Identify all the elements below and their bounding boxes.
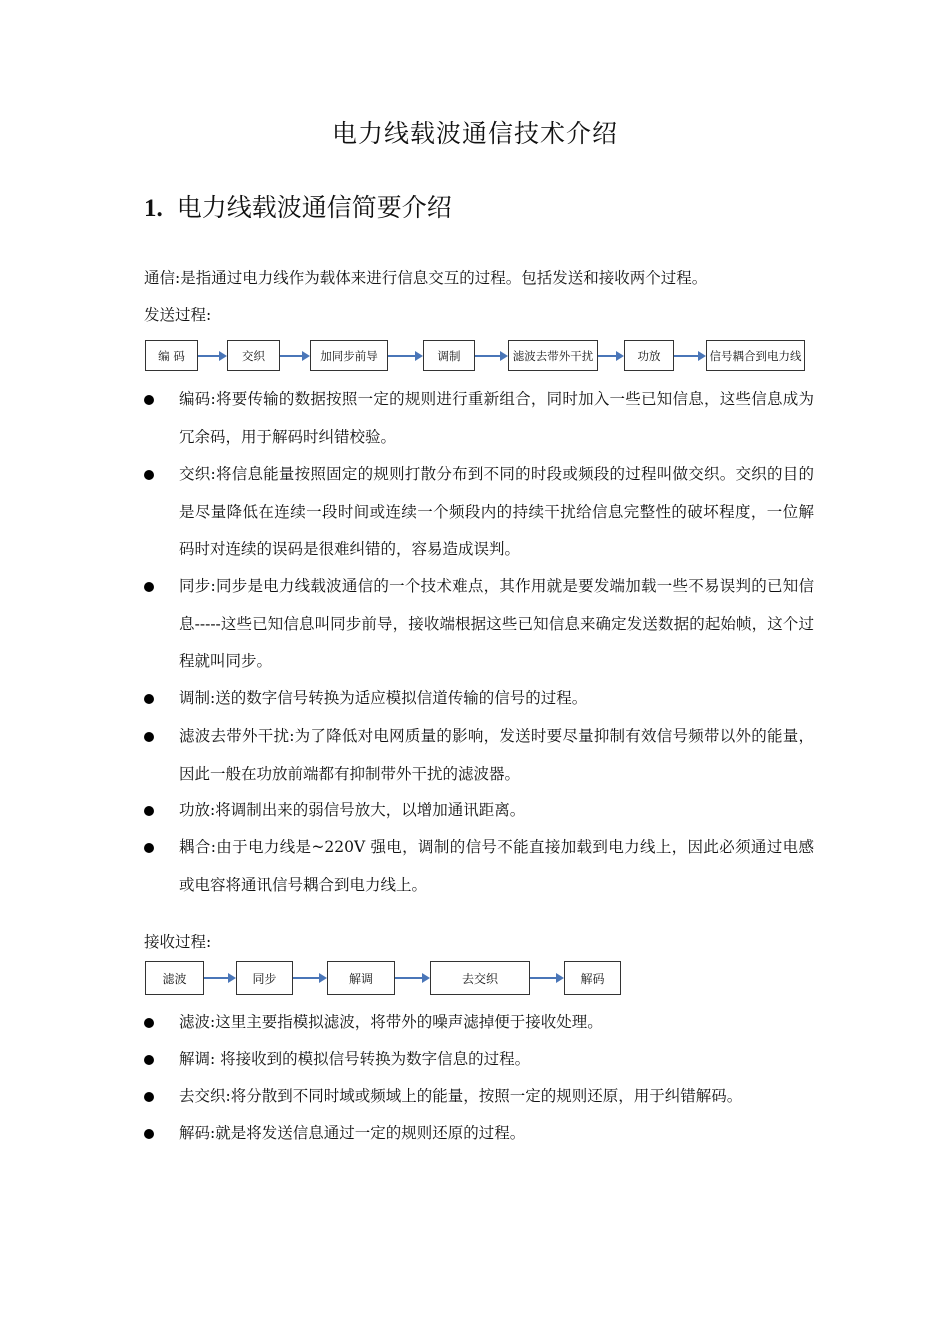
bullet-dot xyxy=(144,1018,154,1028)
bullet-dot xyxy=(144,582,154,592)
flow-arrow xyxy=(280,355,308,357)
list-item-text: 调制:送的数字信号转换为适应模拟信道传输的信号的过程。 xyxy=(179,689,588,707)
flow-box-interleave: 交织 xyxy=(227,340,280,371)
flow-box-filter: 滤波去带外干扰 xyxy=(508,340,598,371)
bullet-dot xyxy=(144,843,154,853)
list-item xyxy=(144,1004,814,1042)
flow-arrow xyxy=(204,977,234,979)
page-title: 电力线载波通信技术介绍 xyxy=(331,119,618,148)
flow-arrow xyxy=(530,977,562,979)
list-item-text: 滤波:这里主要指模拟滤波，将带外的噪声滤掉便于接收处理。 xyxy=(179,1013,603,1031)
bullet-dot xyxy=(144,732,154,742)
intro-paragraph: 通信:是指通过电力线作为载体来进行信息交互的过程。包括发送和接收两个过程。 xyxy=(144,269,708,287)
section-number: 1. xyxy=(144,195,163,222)
flow-arrow xyxy=(598,355,622,357)
bullet-dot xyxy=(144,1055,154,1065)
flow-arrow xyxy=(388,355,421,357)
flow-box-filter: 滤波 xyxy=(145,961,204,995)
flow-box-demodulate: 解调 xyxy=(327,961,395,995)
bullet-dot xyxy=(144,1129,154,1139)
flow-box-encode: 编 码 xyxy=(145,340,198,371)
section-heading xyxy=(144,188,452,224)
send-process-label: 发送过程: xyxy=(144,306,212,324)
flow-box-deinterleave: 去交织 xyxy=(430,961,530,995)
flow-box-modulate: 调制 xyxy=(423,340,475,371)
bullet-dot xyxy=(144,806,154,816)
list-item xyxy=(144,792,814,830)
flow-box-sync: 同步 xyxy=(236,961,293,995)
bullet-dot xyxy=(144,470,154,480)
list-item-text: 耦合:由于电力线是~220V 强电，调制的信号不能直接加载到电力线上，因此必须通过电感或电容将通讯信号耦合到电力线上。 xyxy=(179,838,814,894)
bullet-dot xyxy=(144,694,154,704)
list-item xyxy=(144,718,814,793)
flow-arrow xyxy=(674,355,704,357)
section-heading-text: 电力线载波通信简要介绍 xyxy=(176,193,452,222)
flow-arrow xyxy=(198,355,225,357)
list-item-text: 同步:同步是电力线载波通信的一个技术难点，其作用就是要发端加载一些不易误判的已知信息-----这些已知信息叫同步前导，接收端根据这些已知信息来确定发送数据的起始帧，这个过程就叫同步。 xyxy=(179,577,814,670)
list-item xyxy=(144,829,814,904)
bullet-dot xyxy=(144,1092,154,1102)
list-item xyxy=(144,1078,814,1116)
list-item-text: 解调: 将接收到的模拟信号转换为数字信息的过程。 xyxy=(179,1050,531,1068)
list-item-text: 编码:将要传输的数据按照一定的规则进行重新组合，同时加入一些已知信息，这些信息成为冗余码，用于解码时纠错校验。 xyxy=(179,390,814,446)
list-item-text: 交织:将信息能量按照固定的规则打散分布到不同的时段或频段的过程叫做交织。交织的目的是尽量降低在连续一段时间或连续一个频段内的持续干扰给信息完整性的破坏程度，一位解码时对连续的误码是很难纠错的，容易造成误判。 xyxy=(179,465,814,558)
list-item xyxy=(144,568,814,681)
list-item xyxy=(144,1115,814,1153)
flow-arrow xyxy=(395,977,428,979)
list-item xyxy=(144,680,814,718)
list-item-text: 去交织:将分散到不同时域或频域上的能量，按照一定的规则还原，用于纠错解码。 xyxy=(179,1087,743,1105)
list-item-text: 滤波去带外干扰:为了降低对电网质量的影响，发送时要尽量抑制有效信号频带以外的能量，因此一般在功放前端都有抑制带外干扰的滤波器。 xyxy=(179,727,814,783)
receive-process-label: 接收过程: xyxy=(144,933,212,951)
list-item xyxy=(144,456,814,569)
bullet-dot xyxy=(144,395,154,405)
list-item xyxy=(144,1041,814,1079)
flow-box-sync-preamble: 加同步前导 xyxy=(310,340,388,371)
flow-box-decode: 解码 xyxy=(564,961,621,995)
flow-box-couple: 信号耦合到电力线 xyxy=(706,340,805,371)
flow-box-amplify: 功放 xyxy=(624,340,674,371)
list-item-text: 解码:就是将发送信息通过一定的规则还原的过程。 xyxy=(179,1124,526,1142)
flow-arrow xyxy=(293,977,325,979)
list-item xyxy=(144,381,814,456)
list-item-text: 功放:将调制出来的弱信号放大，以增加通讯距离。 xyxy=(179,801,526,819)
flow-arrow xyxy=(475,355,506,357)
